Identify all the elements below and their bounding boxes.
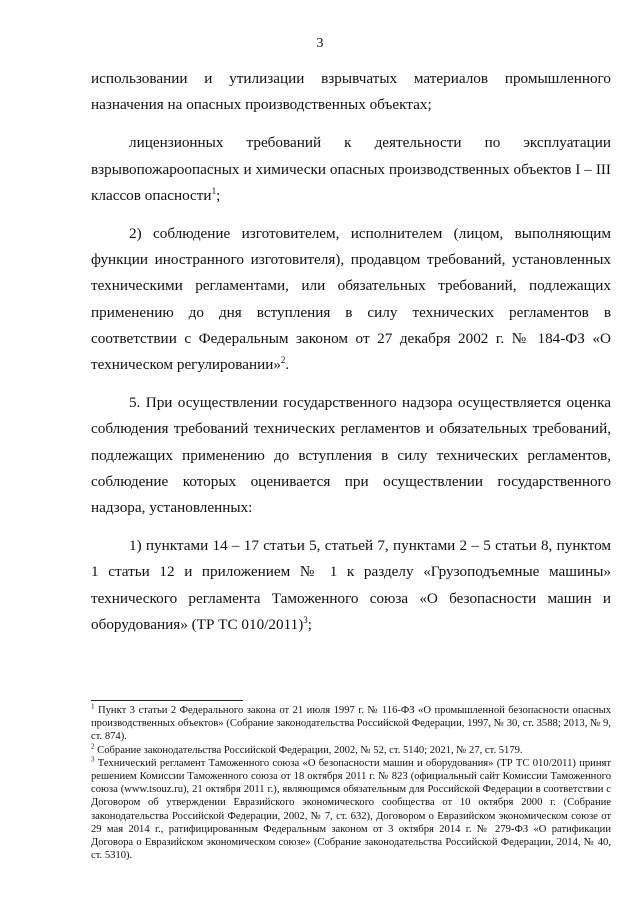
footnote-2: $^2$ Собрание законодательства Российской Федерации, 2002, № 52, ст. 5140; 2021, № 27, ст. 5179. <box>91 742 523 756</box>
footnote-1: $^1$ Пункт 3 статьи 2 Федерального закона от 21 июля 1997 г. № 116-ФЗ «О промышленной безопасности опасных производственных объектов» (Собрание законодательства Российской Федерации, 1997, № 30, ст. 3588; 2013, № 9, ст. 874). <box>91 702 611 743</box>
footnote-separator <box>91 700 243 701</box>
footnote-ref-3: 3 <box>303 614 308 625</box>
footnote-ref-1: 1 <box>211 185 217 196</box>
footnotes <box>91 704 611 862</box>
page-number: 3 <box>316 36 324 51</box>
paragraph-2: лицензионных требований к деятельности по эксплуатации взрывопожароопасных и химически опасных производственных объектов I – III классов опасности$^1$; <box>91 134 611 204</box>
paragraph-5: 1) пунктами 14 – 17 статьи 5, статьей 7, пунктами 2 – 5 статьи 8, пунктом 1 статьи 12 и приложением № 1 к разделу «Грузоподъемные машины» технического регламента Таможенного союза «О безопасности машин и оборудования» (ТР ТС 010/2011)$^3$; <box>91 537 611 633</box>
main-text <box>91 66 611 638</box>
footnote-ref-2: 2 <box>280 354 286 365</box>
paragraph-1: использовании и утилизации взрывчатых материалов промышленного назначения на опасных производственных объектах; <box>91 70 611 114</box>
paragraph-3: 2) соблюдение изготовителем, исполнителем (лицом, выполняющим функции иностранного изготовителя), продавцом требований, установленных техническими регламентами, или обязательных требований, подлежащих применению до дня вступления в силу технических регламентов в соответствии с Федеральным законом от 27 декабря 2002 г. № 184-ФЗ «О техническом регулировании»$^2$. <box>91 225 611 374</box>
footnote-3: $^3$ Технический регламент Таможенного союза «О безопасности машин и оборудования» (ТР ТС 010/2011) принят решением Комиссии Таможенного союза от 18 октября 2011 г. № 823 (официальный сайт Комиссии Таможенного союза (www.tsouz.ru), 21 октября 2011 г.), являющимся обязательным для Российской Федерации в соответствии с Договором об утверждении Евразийского экономического сообщества от 10 октября 2000 г. (Собрание законодательства Российской Федерации, 2002, № 7, ст. 632), Договором о Евразийском экономическом союзе от 29 мая 2014 г., ратифицированным Федеральным законом от 3 октября 2014 г. № 279-ФЗ «О ратификации Договора о Евразийском экономическом союзе» (Собрание законодательства Российской Федерации, 2014, № 40, ст. 5310). <box>91 755 611 862</box>
paragraph-4: 5. При осуществлении государственного надзора осуществляется оценка соблюдения требований технических регламентов и обязательных требований, подлежащих применению до вступления в силу технических регламентов, соблюдение которых оценивается при осуществлении государственного надзора, установленных: <box>91 394 611 517</box>
